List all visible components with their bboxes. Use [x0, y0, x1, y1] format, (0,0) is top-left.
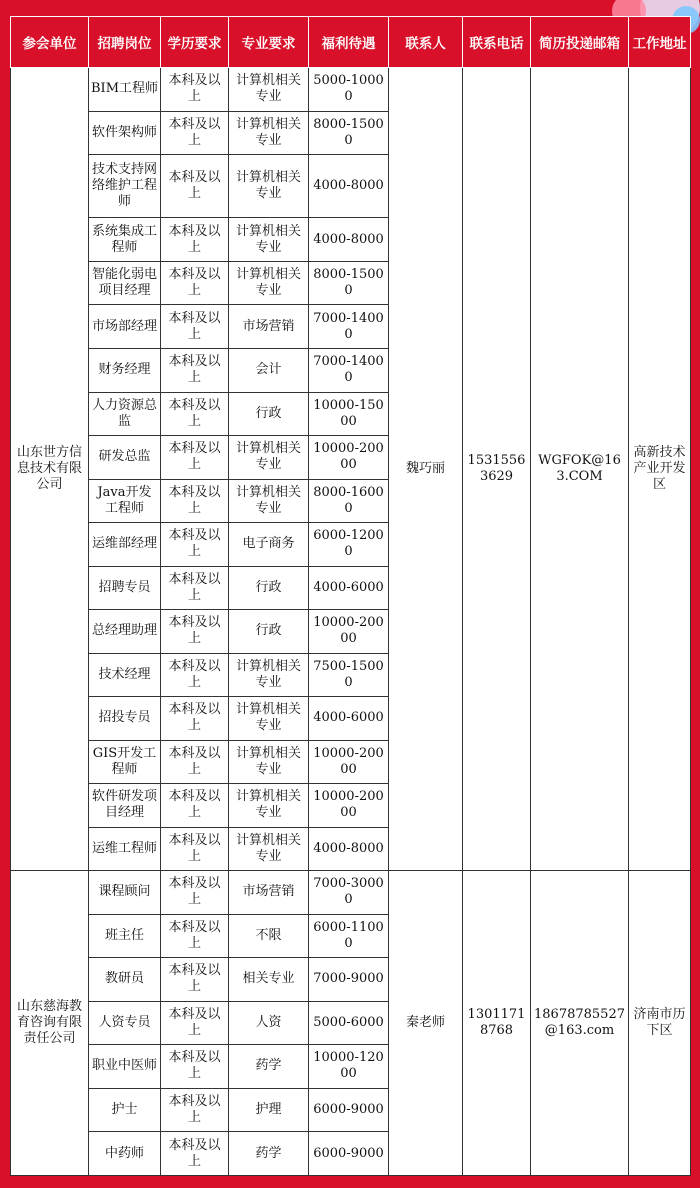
job-major: 计算机相关专业: [229, 111, 309, 155]
job-salary: 6000-9000: [309, 1088, 389, 1132]
job-major: 药学: [229, 1045, 309, 1089]
job-major: 电子商务: [229, 523, 309, 567]
job-salary: 5000-10000: [309, 68, 389, 112]
job-education: 本科及以上: [161, 1132, 229, 1176]
work-address: 高新技术产业开发区: [629, 68, 691, 871]
job-salary: 10000-12000: [309, 1045, 389, 1089]
job-title: 人力资源总监: [89, 392, 161, 436]
job-title: 人资专员: [89, 1001, 161, 1045]
job-salary: 4000-8000: [309, 155, 389, 218]
job-education: 本科及以上: [161, 305, 229, 349]
job-major: 市场营销: [229, 305, 309, 349]
job-major: 药学: [229, 1132, 309, 1176]
job-major: 计算机相关专业: [229, 68, 309, 112]
job-salary: 7000-9000: [309, 958, 389, 1002]
work-address: 济南市历下区: [629, 871, 691, 1176]
contact-phone: 13011718768: [463, 871, 531, 1176]
job-salary: 7000-14000: [309, 305, 389, 349]
job-education: 本科及以上: [161, 348, 229, 392]
job-title: 财务经理: [89, 348, 161, 392]
job-education: 本科及以上: [161, 1001, 229, 1045]
job-major: 相关专业: [229, 958, 309, 1002]
header-phone: 联系电话: [463, 17, 531, 68]
recruitment-table: [10, 16, 691, 1176]
header-company: 参会单位: [11, 17, 89, 68]
job-salary: 8000-16000: [309, 479, 389, 523]
job-education: 本科及以上: [161, 697, 229, 741]
job-title: 智能化弱电项目经理: [89, 261, 161, 305]
job-title: 招聘专员: [89, 566, 161, 610]
job-salary: 8000-15000: [309, 261, 389, 305]
job-education: 本科及以上: [161, 479, 229, 523]
job-education: 本科及以上: [161, 566, 229, 610]
job-salary: 10000-15000: [309, 392, 389, 436]
job-title: 运维部经理: [89, 523, 161, 567]
job-title: 软件研发项目经理: [89, 784, 161, 828]
job-salary: 8000-15000: [309, 111, 389, 155]
job-major: 行政: [229, 566, 309, 610]
contact-phone: 15315563629: [463, 68, 531, 871]
header-position: 招聘岗位: [89, 17, 161, 68]
job-salary: 5000-6000: [309, 1001, 389, 1045]
header-row: [11, 17, 691, 68]
job-education: 本科及以上: [161, 827, 229, 871]
header-contact: 联系人: [389, 17, 463, 68]
header-salary: 福利待遇: [309, 17, 389, 68]
job-salary: 6000-11000: [309, 914, 389, 958]
job-salary: 10000-20000: [309, 436, 389, 480]
job-education: 本科及以上: [161, 653, 229, 697]
job-major: 计算机相关专业: [229, 436, 309, 480]
resume-email: WGFOK@163.COM: [531, 68, 629, 871]
job-major: 计算机相关专业: [229, 784, 309, 828]
job-education: 本科及以上: [161, 392, 229, 436]
header-education: 学历要求: [161, 17, 229, 68]
job-salary: 4000-8000: [309, 218, 389, 262]
header-major: 专业要求: [229, 17, 309, 68]
job-title: Java开发工程师: [89, 479, 161, 523]
job-major: 会计: [229, 348, 309, 392]
job-major: 计算机相关专业: [229, 697, 309, 741]
job-title: 班主任: [89, 914, 161, 958]
job-major: 计算机相关专业: [229, 827, 309, 871]
job-major: 不限: [229, 914, 309, 958]
job-major: 市场营销: [229, 871, 309, 915]
job-title: 护士: [89, 1088, 161, 1132]
header-email: 简历投递邮箱: [531, 17, 629, 68]
job-major: 人资: [229, 1001, 309, 1045]
job-education: 本科及以上: [161, 436, 229, 480]
job-title: 总经理助理: [89, 610, 161, 654]
job-title: 运维工程师: [89, 827, 161, 871]
job-salary: 10000-20000: [309, 784, 389, 828]
contact-person: 秦老师: [389, 871, 463, 1176]
job-education: 本科及以上: [161, 871, 229, 915]
job-title: 职业中医师: [89, 1045, 161, 1089]
job-title: 研发总监: [89, 436, 161, 480]
job-education: 本科及以上: [161, 784, 229, 828]
job-education: 本科及以上: [161, 111, 229, 155]
job-salary: 10000-20000: [309, 610, 389, 654]
job-major: 行政: [229, 610, 309, 654]
job-title: 技术支持网络维护工程师: [89, 155, 161, 218]
table-row: [11, 871, 691, 915]
job-salary: 7000-30000: [309, 871, 389, 915]
job-education: 本科及以上: [161, 740, 229, 784]
job-title: 招投专员: [89, 697, 161, 741]
job-education: 本科及以上: [161, 958, 229, 1002]
job-education: 本科及以上: [161, 610, 229, 654]
job-major: 计算机相关专业: [229, 261, 309, 305]
job-education: 本科及以上: [161, 523, 229, 567]
company-name: 山东世方信息技术有限公司: [11, 68, 89, 871]
job-salary: 6000-12000: [309, 523, 389, 567]
job-title: 教研员: [89, 958, 161, 1002]
table-body: [11, 68, 691, 1176]
job-education: 本科及以上: [161, 1088, 229, 1132]
job-major: 护理: [229, 1088, 309, 1132]
job-education: 本科及以上: [161, 261, 229, 305]
job-salary: 6000-9000: [309, 1132, 389, 1176]
job-major: 计算机相关专业: [229, 218, 309, 262]
job-major: 计算机相关专业: [229, 479, 309, 523]
job-major: 计算机相关专业: [229, 740, 309, 784]
job-title: 课程顾问: [89, 871, 161, 915]
job-major: 计算机相关专业: [229, 155, 309, 218]
header-address: 工作地址: [629, 17, 691, 68]
job-salary: 4000-6000: [309, 697, 389, 741]
job-education: 本科及以上: [161, 914, 229, 958]
company-name: 山东慈海教育咨询有限责任公司: [11, 871, 89, 1176]
job-title: GIS开发工程师: [89, 740, 161, 784]
job-salary: 4000-8000: [309, 827, 389, 871]
job-title: 技术经理: [89, 653, 161, 697]
job-salary: 10000-20000: [309, 740, 389, 784]
job-title: 市场部经理: [89, 305, 161, 349]
job-major: 行政: [229, 392, 309, 436]
job-education: 本科及以上: [161, 68, 229, 112]
job-salary: 7000-14000: [309, 348, 389, 392]
job-education: 本科及以上: [161, 155, 229, 218]
job-title: BIM工程师: [89, 68, 161, 112]
table-row: [11, 68, 691, 112]
job-title: 系统集成工程师: [89, 218, 161, 262]
contact-person: 魏巧丽: [389, 68, 463, 871]
job-education: 本科及以上: [161, 1045, 229, 1089]
job-title: 中药师: [89, 1132, 161, 1176]
job-education: 本科及以上: [161, 218, 229, 262]
resume-email: 18678785527@163.com: [531, 871, 629, 1176]
job-salary: 4000-6000: [309, 566, 389, 610]
job-title: 软件架构师: [89, 111, 161, 155]
job-major: 计算机相关专业: [229, 653, 309, 697]
job-salary: 7500-15000: [309, 653, 389, 697]
